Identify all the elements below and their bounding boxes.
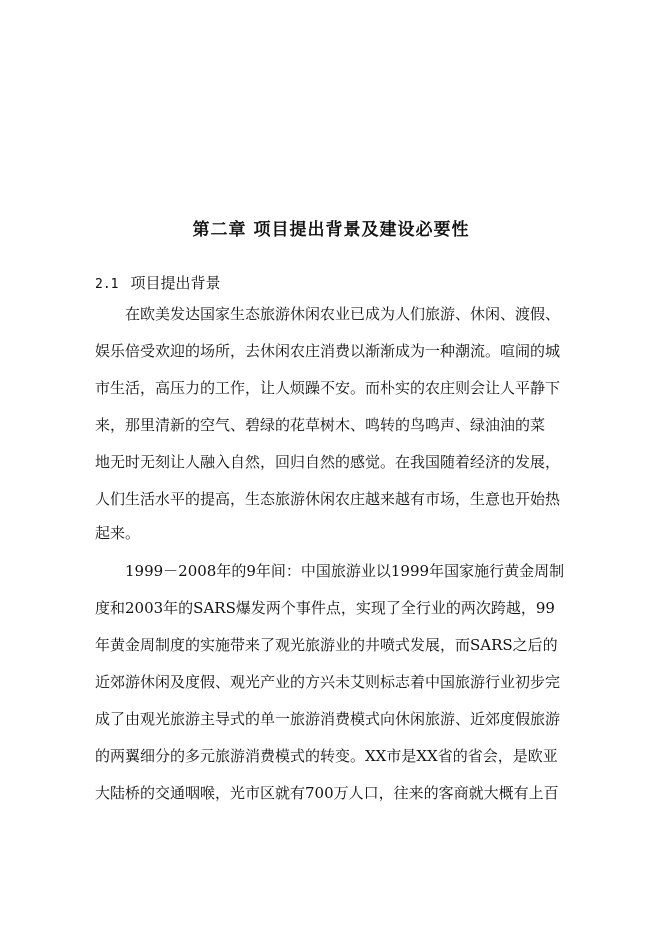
paragraph-line: 来，那里清新的空气、碧绿的花草树木、鸣转的鸟鸣声、绿油油的菜 xyxy=(95,416,546,434)
chapter-title: 第二章 项目提出背景及建设必要性 xyxy=(192,220,470,240)
paragraph-line: 1999－2008年的9年间：中国旅游业以1999年国家施行黄金周制 xyxy=(125,562,565,580)
section-title: 项目提出背景 xyxy=(130,274,221,292)
section-heading xyxy=(95,272,221,293)
paragraph-line: 度和2003年的SARS爆发两个事件点，实现了全行业的两次跨越，99 xyxy=(95,599,555,617)
paragraph-line: 市生活，高压力的工作，让人烦躁不安。而朴实的农庄则会让人平静下 xyxy=(95,379,561,397)
paragraph-line: 成了由观光旅游主导式的单一旅游消费模式向休闲旅游、近郊度假旅游 xyxy=(95,710,561,728)
paragraph-line: 大陆桥的交通咽喉，光市区就有700万人口，往来的客商就大概有上百 xyxy=(95,784,559,802)
paragraph-line: 在欧美发达国家生态旅游休闲农业已成为人们旅游、休闲、渡假、 xyxy=(125,305,561,323)
paragraph-line: 近郊游休闲及度假、观光产业的方兴未艾则标志着中国旅游行业初步完 xyxy=(95,673,561,691)
paragraph-line: 的两翼细分的多元旅游消费模式的转变。XX市是XX省的省会，是欧亚 xyxy=(95,747,558,765)
paragraph-line: 地无时无刻让人融入自然，回归自然的感觉。在我国随着经济的发展， xyxy=(95,453,561,471)
paragraph-line: 人们生活水平的提高，生态旅游休闲农庄越来越有市场，生意也开始热 xyxy=(95,490,561,508)
paragraph-line: 娱乐倍受欢迎的场所，去休闲农庄消费以渐渐成为一种潮流。喧闹的城 xyxy=(95,342,561,360)
section-number: 2.1 xyxy=(95,277,119,292)
paragraph-line: 年黄金周制度的实施带来了观光旅游业的井喷式发展，而SARS之后的 xyxy=(95,636,558,654)
paragraph-line: 起来。 xyxy=(95,524,141,542)
